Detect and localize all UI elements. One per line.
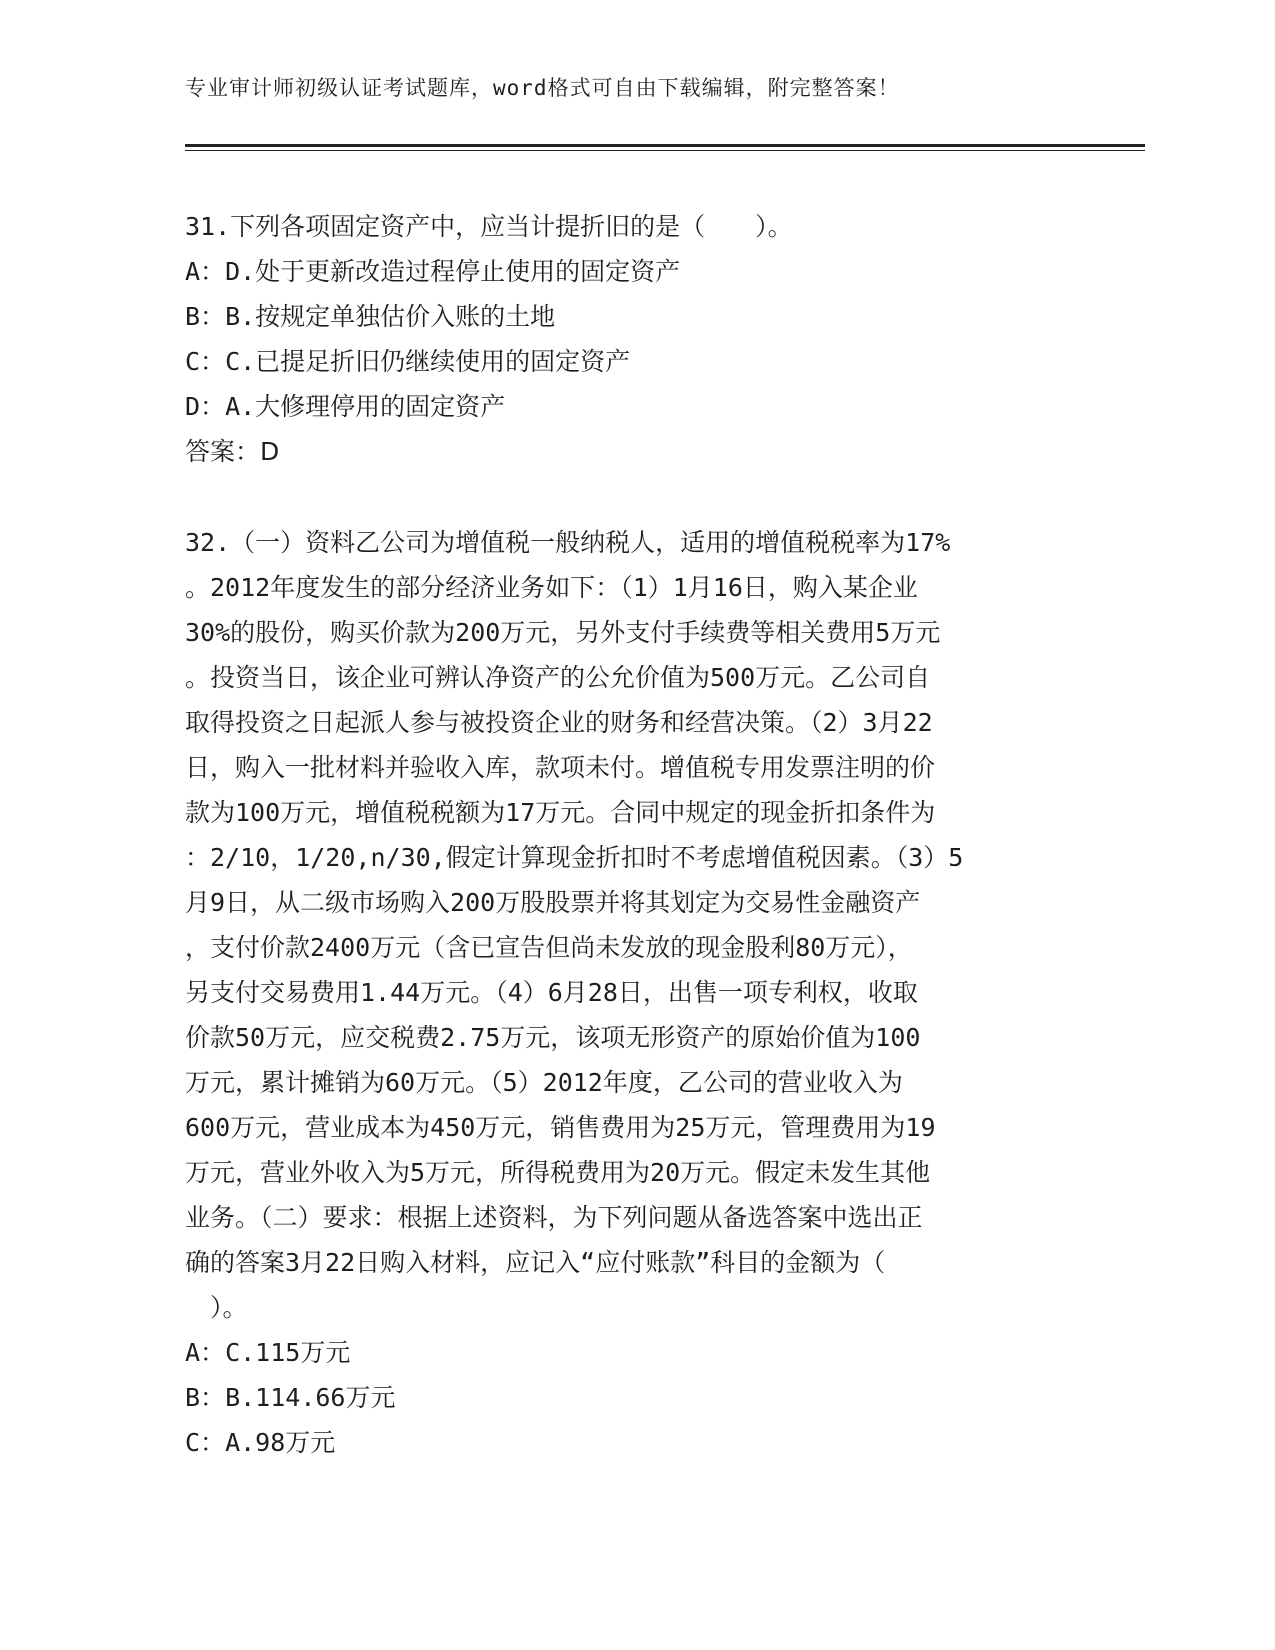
question-stem-line: 32.（一）资料乙公司为增值税一般纳税人，适用的增值税税率为17% — [185, 528, 951, 557]
question-stem-line: ）。 — [185, 1293, 248, 1322]
question-stem-line: 600万元，营业成本为450万元，销售费用为25万元，管理费用为19 — [185, 1113, 936, 1142]
option-text: A.98万元 — [225, 1428, 336, 1457]
option-label: B： — [185, 302, 226, 331]
question-stem: 31.下列各项固定资产中，应当计提折旧的是（ ）。 — [185, 212, 793, 241]
question-31 — [185, 204, 1075, 475]
header-rule-thick — [185, 144, 1145, 147]
option-label: A： — [185, 1338, 226, 1367]
question-stem-line: 万元，营业外收入为5万元，所得税费用为20万元。假定未发生其他 — [185, 1158, 931, 1187]
question-stem-line: 款为100万元，增值税税额为17万元。合同中规定的现金折扣条件为 — [185, 798, 936, 827]
header-rule-thin — [185, 150, 1145, 151]
question-stem-line: 日，购入一批材料并验收入库，款项未付。增值税专用发票注明的价 — [185, 753, 936, 782]
question-stem-line: ：2/10，1/20,n/30,假定计算现金折扣时不考虑增值税因素。（3）5 — [185, 843, 964, 872]
question-stem-line: 另支付交易费用1.44万元。（4）6月28日，出售一项专利权，收取 — [185, 978, 918, 1007]
option-c — [185, 339, 1075, 384]
option-label: A： — [185, 257, 226, 286]
option-text: D.处于更新改造过程停止使用的固定资产 — [225, 257, 681, 286]
question-32 — [185, 520, 1075, 1465]
question-stem-line: 万元，累计摊销为60万元。（5）2012年度，乙公司的营业收入为 — [185, 1068, 903, 1097]
question-stem-line: ，支付价款2400万元（含已宣告但尚未发放的现金股利80万元）， — [185, 933, 913, 962]
question-stem-line: 。2012年度发生的部分经济业务如下：（1）1月16日，购入某企业 — [185, 573, 918, 602]
question-stem-line: 取得投资之日起派人参与被投资企业的财务和经营决策。（2）3月22 — [185, 708, 933, 737]
option-text: C.115万元 — [225, 1338, 351, 1367]
option-text: B.114.66万元 — [225, 1383, 396, 1412]
answer-line: 答案：D — [185, 437, 280, 466]
option-c — [185, 1420, 1075, 1465]
option-text: C.已提足折旧仍继续使用的固定资产 — [225, 347, 631, 376]
option-b — [185, 1375, 1075, 1420]
question-stem-line: 30%的股份，购买价款为200万元，另外支付手续费等相关费用5万元 — [185, 618, 941, 647]
question-stem-line: 业务。（二）要求：根据上述资料，为下列问题从备选答案中选出正 — [185, 1203, 923, 1232]
option-d — [185, 384, 1075, 429]
page-header: 专业审计师初级认证考试题库，word格式可自由下载编辑，附完整答案！ — [185, 76, 900, 100]
option-label: B： — [185, 1383, 226, 1412]
option-b — [185, 294, 1075, 339]
option-a — [185, 1330, 1075, 1375]
option-label: C： — [185, 1428, 226, 1457]
option-text: B.按规定单独估价入账的土地 — [225, 302, 556, 331]
question-stem-line: 价款50万元，应交税费2.75万元，该项无形资产的原始价值为100 — [185, 1023, 921, 1052]
question-stem-line: 。投资当日，该企业可辨认净资产的公允价值为500万元。乙公司自 — [185, 663, 931, 692]
option-a — [185, 249, 1075, 294]
question-stem-line: 确的答案3月22日购入材料，应记入“应付账款”科目的金额为（ — [185, 1248, 886, 1277]
question-stem-line: 月9日，从二级市场购入200万股股票并将其划定为交易性金融资产 — [185, 888, 921, 917]
option-label: C： — [185, 347, 226, 376]
option-text: A.大修理停用的固定资产 — [225, 392, 506, 421]
option-label: D： — [185, 392, 226, 421]
